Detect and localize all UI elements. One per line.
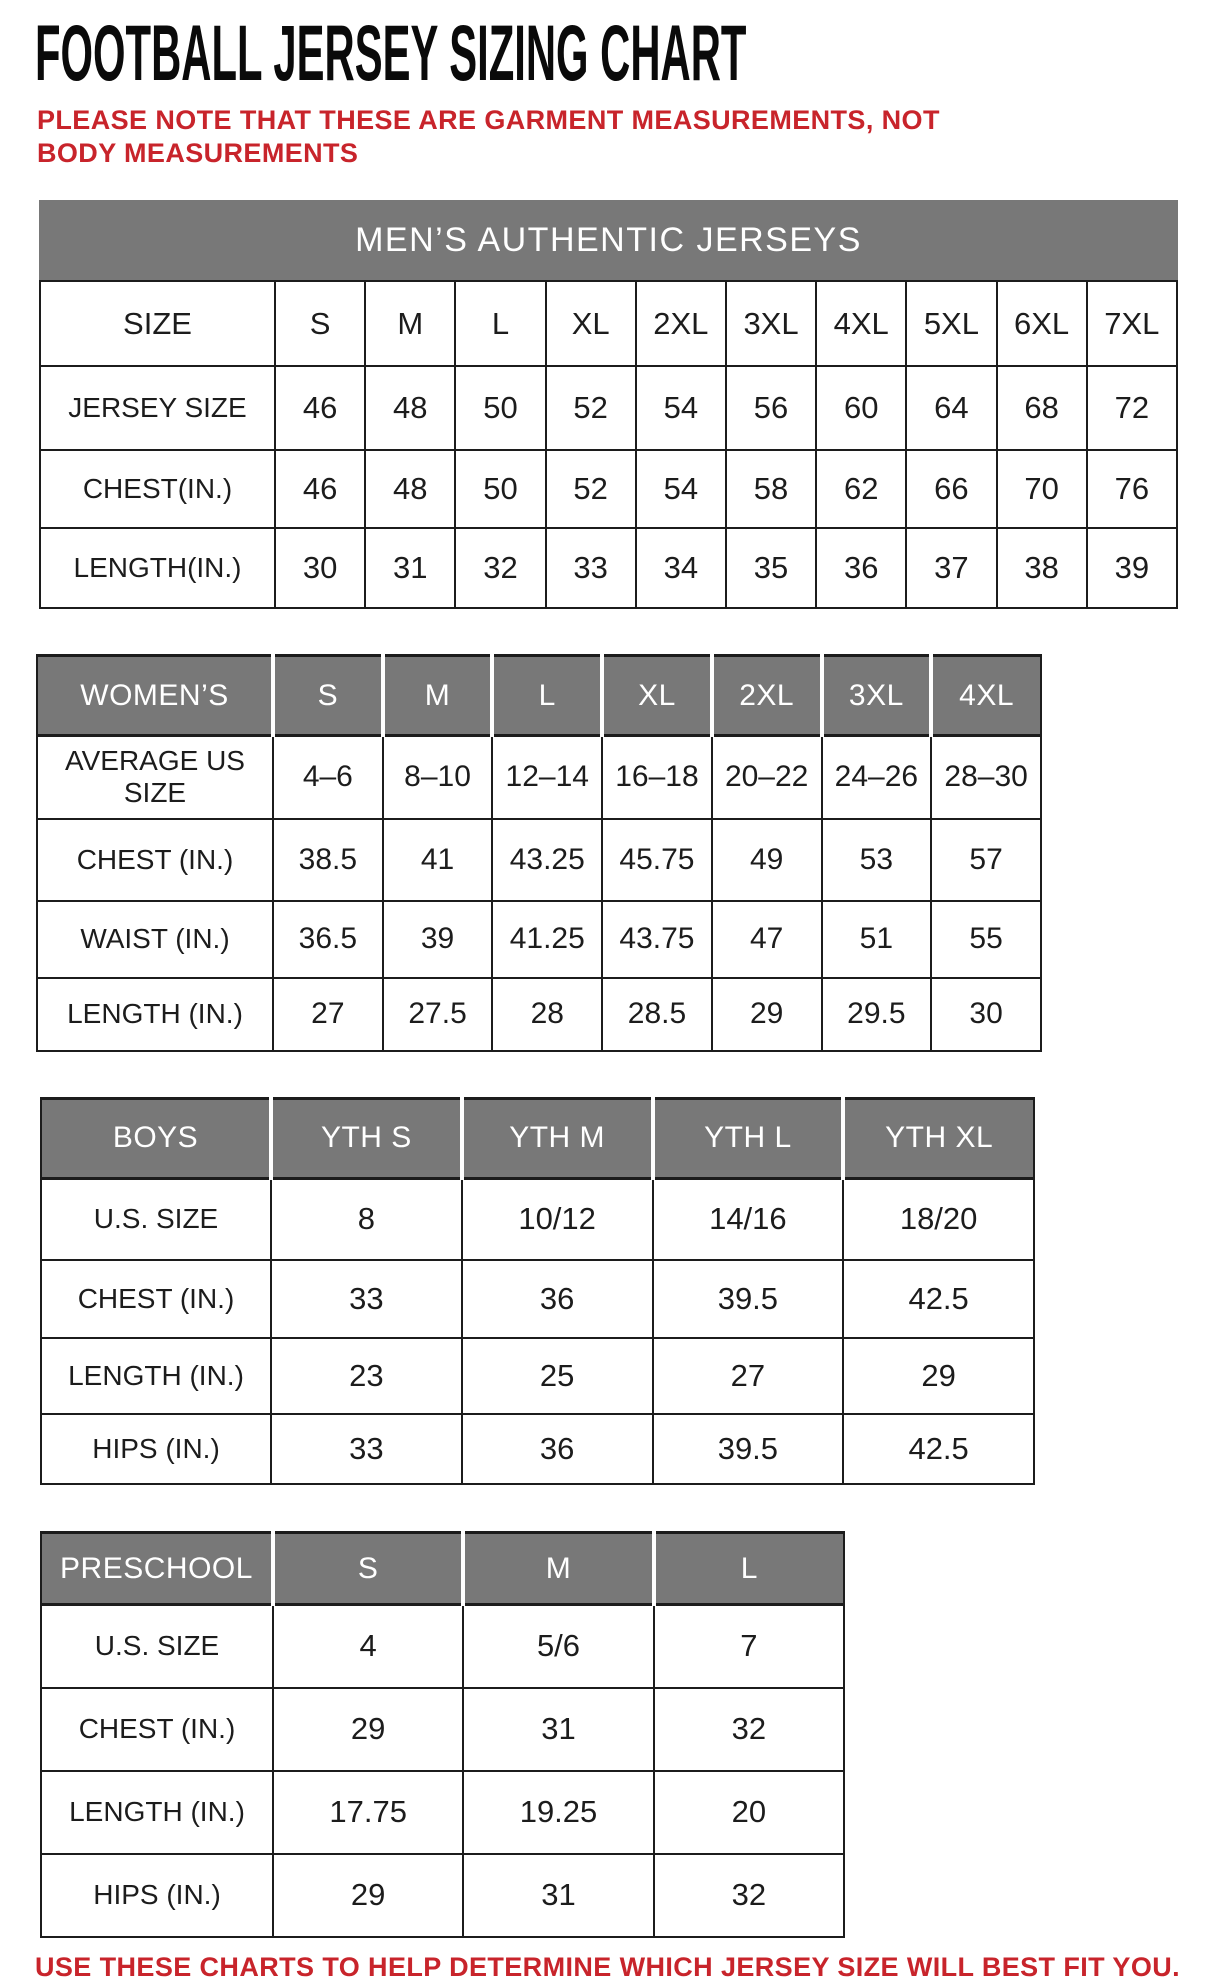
mens-col-header-1: M — [365, 281, 455, 366]
boys-cell-1-1: 36 — [462, 1260, 653, 1338]
womens-col-header-2: L — [492, 656, 602, 736]
mens-cell-1-1: 48 — [365, 450, 455, 528]
womens-row-label-0: AVERAGE US SIZE — [37, 736, 273, 819]
boys-cell-0-3: 18/20 — [843, 1178, 1034, 1260]
womens-row-2 — [37, 901, 1041, 978]
mens-cell-1-8: 70 — [997, 450, 1087, 528]
womens-col-header-0: S — [273, 656, 383, 736]
womens-row-0 — [37, 736, 1041, 819]
womens-cell-0-1: 8–10 — [383, 736, 493, 819]
mens-cell-2-6: 36 — [816, 528, 906, 608]
mens-row-2 — [40, 528, 1177, 608]
boys-row-0 — [41, 1178, 1034, 1260]
preschool-cell-1-2: 32 — [654, 1688, 844, 1771]
preschool-header-row — [41, 1533, 844, 1605]
mens-cell-0-1: 48 — [365, 366, 455, 450]
preschool-row-label-3: HIPS (IN.) — [41, 1854, 273, 1937]
womens-cell-1-1: 41 — [383, 819, 493, 901]
womens-sizing-table — [36, 654, 1042, 1052]
mens-row-label-2: LENGTH(IN.) — [40, 528, 275, 608]
preschool-row-3 — [41, 1854, 844, 1937]
boys-cell-2-1: 25 — [462, 1338, 653, 1414]
womens-col-header-5: 3XL — [822, 656, 932, 736]
womens-cell-1-2: 43.25 — [492, 819, 602, 901]
womens-cell-1-5: 53 — [822, 819, 932, 901]
mens-header-label: SIZE — [40, 281, 275, 366]
boys-cell-2-3: 29 — [843, 1338, 1034, 1414]
preschool-cell-3-2: 32 — [654, 1854, 844, 1937]
mens-cell-0-4: 54 — [636, 366, 726, 450]
mens-cell-0-0: 46 — [275, 366, 365, 450]
mens-cell-1-0: 46 — [275, 450, 365, 528]
mens-cell-1-3: 52 — [546, 450, 636, 528]
mens-cell-1-4: 54 — [636, 450, 726, 528]
womens-cell-0-0: 4–6 — [273, 736, 383, 819]
boys-cell-0-2: 14/16 — [653, 1178, 844, 1260]
boys-col-header-3: YTH XL — [843, 1098, 1034, 1178]
preschool-cell-0-2: 7 — [654, 1605, 844, 1688]
mens-cell-2-2: 32 — [455, 528, 545, 608]
mens-cell-1-2: 50 — [455, 450, 545, 528]
preschool-row-label-0: U.S. SIZE — [41, 1605, 273, 1688]
preschool-cell-3-1: 31 — [463, 1854, 653, 1937]
boys-cell-1-2: 39.5 — [653, 1260, 844, 1338]
mens-col-header-7: 5XL — [906, 281, 996, 366]
mens-cell-0-8: 68 — [997, 366, 1087, 450]
mens-col-header-5: 3XL — [726, 281, 816, 366]
boys-row-1 — [41, 1260, 1034, 1338]
page-title: FOOTBALL JERSEY SIZING CHART — [35, 9, 747, 98]
womens-cell-3-4: 29 — [712, 978, 822, 1051]
preschool-cell-2-0: 17.75 — [273, 1771, 463, 1854]
boys-cell-2-2: 27 — [653, 1338, 844, 1414]
womens-cell-1-6: 57 — [931, 819, 1041, 901]
preschool-col-header-0: S — [273, 1533, 463, 1605]
womens-header-row — [37, 656, 1041, 736]
womens-cell-2-4: 47 — [712, 901, 822, 978]
boys-cell-1-3: 42.5 — [843, 1260, 1034, 1338]
womens-row-label-2: WAIST (IN.) — [37, 901, 273, 978]
mens-col-header-6: 4XL — [816, 281, 906, 366]
womens-cell-1-0: 38.5 — [273, 819, 383, 901]
mens-sizing-table — [39, 280, 1178, 609]
mens-cell-1-9: 76 — [1087, 450, 1177, 528]
mens-cell-2-0: 30 — [275, 528, 365, 608]
mens-cell-0-3: 52 — [546, 366, 636, 450]
womens-row-1 — [37, 819, 1041, 901]
mens-cell-2-8: 38 — [997, 528, 1087, 608]
womens-cell-0-3: 16–18 — [602, 736, 712, 819]
mens-col-header-4: 2XL — [636, 281, 726, 366]
preschool-cell-1-1: 31 — [463, 1688, 653, 1771]
mens-cell-0-6: 60 — [816, 366, 906, 450]
womens-row-3 — [37, 978, 1041, 1051]
mens-cell-2-1: 31 — [365, 528, 455, 608]
preschool-col-header-1: M — [463, 1533, 653, 1605]
boys-cell-0-0: 8 — [271, 1178, 462, 1260]
boys-header-row — [41, 1098, 1034, 1178]
womens-row-label-1: CHEST (IN.) — [37, 819, 273, 901]
womens-col-header-4: 2XL — [712, 656, 822, 736]
boys-cell-3-1: 36 — [462, 1414, 653, 1484]
preschool-cell-0-1: 5/6 — [463, 1605, 653, 1688]
mens-cell-1-6: 62 — [816, 450, 906, 528]
boys-row-label-0: U.S. SIZE — [41, 1178, 271, 1260]
womens-cell-1-3: 45.75 — [602, 819, 712, 901]
womens-cell-2-2: 41.25 — [492, 901, 602, 978]
boys-header-label: BOYS — [41, 1098, 271, 1178]
mens-cell-2-5: 35 — [726, 528, 816, 608]
womens-cell-3-0: 27 — [273, 978, 383, 1051]
preschool-col-header-2: L — [654, 1533, 844, 1605]
boys-col-header-0: YTH S — [271, 1098, 462, 1178]
preschool-row-1 — [41, 1688, 844, 1771]
mens-col-header-3: XL — [546, 281, 636, 366]
womens-cell-0-6: 28–30 — [931, 736, 1041, 819]
womens-cell-0-2: 12–14 — [492, 736, 602, 819]
preschool-cell-3-0: 29 — [273, 1854, 463, 1937]
womens-col-header-6: 4XL — [931, 656, 1041, 736]
mens-cell-0-2: 50 — [455, 366, 545, 450]
boys-row-label-2: LENGTH (IN.) — [41, 1338, 271, 1414]
womens-cell-0-5: 24–26 — [822, 736, 932, 819]
preschool-row-label-1: CHEST (IN.) — [41, 1688, 273, 1771]
mens-cell-0-5: 56 — [726, 366, 816, 450]
womens-row-label-3: LENGTH (IN.) — [37, 978, 273, 1051]
boys-cell-0-1: 10/12 — [462, 1178, 653, 1260]
womens-cell-2-0: 36.5 — [273, 901, 383, 978]
boys-col-header-1: YTH M — [462, 1098, 653, 1178]
womens-cell-3-5: 29.5 — [822, 978, 932, 1051]
womens-cell-2-1: 39 — [383, 901, 493, 978]
mens-cell-0-7: 64 — [906, 366, 996, 450]
mens-row-1 — [40, 450, 1177, 528]
boys-row-2 — [41, 1338, 1034, 1414]
preschool-cell-1-0: 29 — [273, 1688, 463, 1771]
mens-col-header-9: 7XL — [1087, 281, 1177, 366]
boys-cell-2-0: 23 — [271, 1338, 462, 1414]
womens-col-header-1: M — [383, 656, 493, 736]
boys-col-header-2: YTH L — [653, 1098, 844, 1178]
mens-row-label-0: JERSEY SIZE — [40, 366, 275, 450]
mens-row-label-1: CHEST(IN.) — [40, 450, 275, 528]
fit-advice-note: USE THESE CHARTS TO HELP DETERMINE WHICH JERSEY SIZE WILL BEST FIT YOU. — [35, 1951, 1181, 1982]
boys-row-label-3: HIPS (IN.) — [41, 1414, 271, 1484]
womens-cell-2-6: 55 — [931, 901, 1041, 978]
boys-sizing-table — [40, 1097, 1035, 1486]
boys-cell-3-3: 42.5 — [843, 1414, 1034, 1484]
mens-cell-2-7: 37 — [906, 528, 996, 608]
womens-cell-3-6: 30 — [931, 978, 1041, 1051]
preschool-cell-2-2: 20 — [654, 1771, 844, 1854]
preschool-row-label-2: LENGTH (IN.) — [41, 1771, 273, 1854]
boys-cell-3-0: 33 — [271, 1414, 462, 1484]
garment-measurement-note: PLEASE NOTE THAT THESE ARE GARMENT MEASUREMENTS, NOT BODY MEASUREMENTS — [37, 105, 940, 168]
preschool-cell-2-1: 19.25 — [463, 1771, 653, 1854]
boys-row-3 — [41, 1414, 1034, 1484]
mens-row-0 — [40, 366, 1177, 450]
boys-cell-3-2: 39.5 — [653, 1414, 844, 1484]
preschool-row-2 — [41, 1771, 844, 1854]
womens-cell-3-3: 28.5 — [602, 978, 712, 1051]
mens-cell-0-9: 72 — [1087, 366, 1177, 450]
preschool-cell-0-0: 4 — [273, 1605, 463, 1688]
mens-cell-1-7: 66 — [906, 450, 996, 528]
preschool-row-0 — [41, 1605, 844, 1688]
womens-cell-0-4: 20–22 — [712, 736, 822, 819]
mens-col-header-8: 6XL — [997, 281, 1087, 366]
womens-header-label: WOMEN’S — [37, 656, 273, 736]
mens-col-header-0: S — [275, 281, 365, 366]
womens-cell-2-3: 43.75 — [602, 901, 712, 978]
mens-header-row — [40, 281, 1177, 366]
womens-cell-3-1: 27.5 — [383, 978, 493, 1051]
womens-cell-3-2: 28 — [492, 978, 602, 1051]
preschool-sizing-table — [40, 1531, 845, 1938]
mens-col-header-2: L — [455, 281, 545, 366]
womens-cell-1-4: 49 — [712, 819, 822, 901]
womens-col-header-3: XL — [602, 656, 712, 736]
womens-cell-2-5: 51 — [822, 901, 932, 978]
mens-cell-2-9: 39 — [1087, 528, 1177, 608]
mens-table-banner: MEN’S AUTHENTIC JERSEYS — [39, 200, 1178, 280]
preschool-header-label: PRESCHOOL — [41, 1533, 273, 1605]
mens-cell-1-5: 58 — [726, 450, 816, 528]
boys-cell-1-0: 33 — [271, 1260, 462, 1338]
boys-row-label-1: CHEST (IN.) — [41, 1260, 271, 1338]
mens-cell-2-4: 34 — [636, 528, 726, 608]
mens-cell-2-3: 33 — [546, 528, 636, 608]
